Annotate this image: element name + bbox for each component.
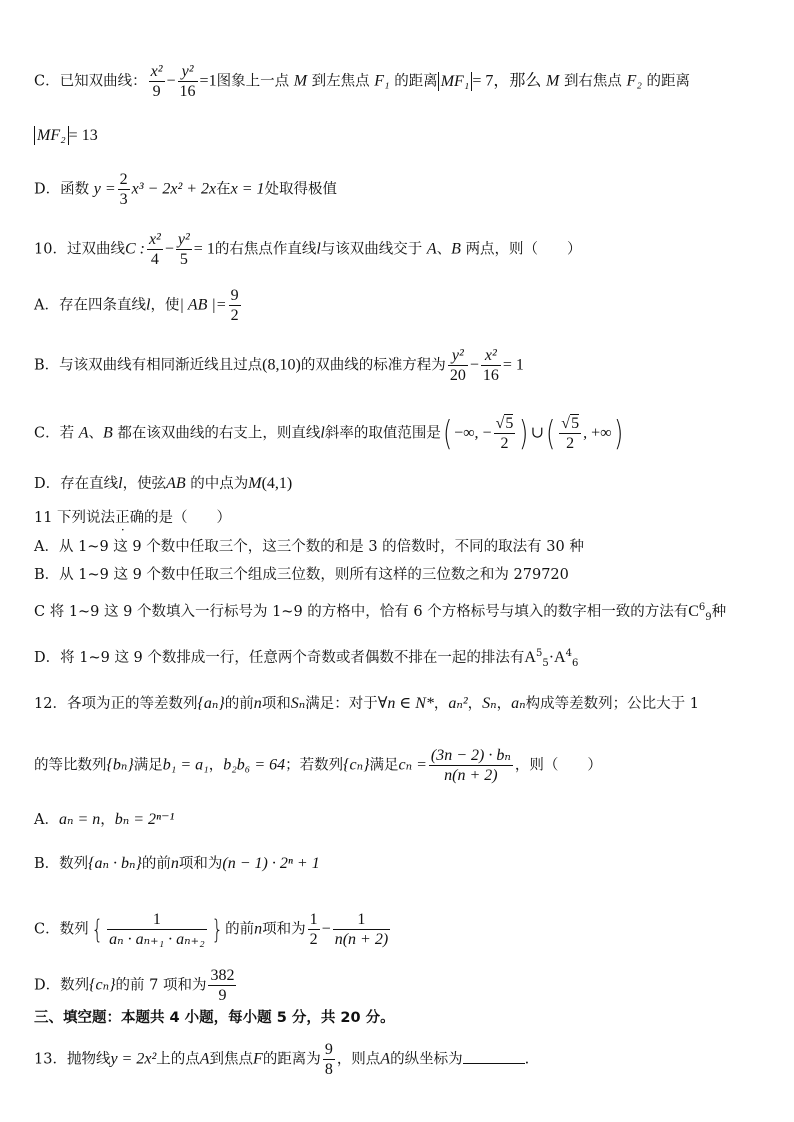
denominator: 9 <box>218 987 227 1004</box>
math: x = 1 <box>230 180 265 198</box>
text: 已知双曲线： <box>59 73 147 90</box>
text: 与该双曲线有相同渐近线且过点 <box>59 357 263 374</box>
text: 存在四条直线 <box>58 297 146 314</box>
q12-option-a <box>34 810 768 830</box>
math: {cₙ} <box>89 976 116 994</box>
option-label: C． <box>34 921 60 938</box>
fraction <box>333 910 390 949</box>
text: 13．抛物线 <box>34 1051 111 1068</box>
q11-option-a <box>34 537 768 557</box>
fraction <box>323 1040 335 1079</box>
left-paren: ( <box>546 413 556 454</box>
numerator: y² <box>178 62 198 82</box>
denominator: 2 <box>309 931 318 948</box>
equals: =1 <box>199 72 217 90</box>
numerator: x² <box>148 231 161 248</box>
denominator: 4 <box>150 251 159 268</box>
math: l <box>118 475 123 492</box>
right-paren: ) <box>613 413 623 454</box>
fraction <box>178 62 198 101</box>
math: aₙ <box>511 695 526 712</box>
equals: = 1 <box>502 356 524 374</box>
sqrt-value: 5 <box>505 415 514 432</box>
equals: = 1 <box>193 240 215 258</box>
denominator: 3 <box>119 191 128 208</box>
fraction <box>176 230 192 269</box>
emphasis-text: 正 <box>115 510 130 526</box>
sqrt-value: 5 <box>571 415 580 432</box>
option-text: A．从 1~9 这 9 个数中任取三个，这三个数的和是 3 的倍数时，不同的取法有 30 种 <box>34 539 584 555</box>
math: Sₙ <box>482 695 497 712</box>
denominator: aₙ · aₙ₊₁ · aₙ₊₂ <box>109 931 205 948</box>
text: ， <box>467 696 483 712</box>
option-label: A． <box>34 812 59 828</box>
text: 存在直线 <box>60 476 119 492</box>
text: ， <box>433 696 449 712</box>
math: (4,1) <box>261 475 293 492</box>
subscript: 5 <box>542 657 549 669</box>
numerator: 9 <box>324 1041 333 1058</box>
fraction <box>448 346 468 385</box>
superscript: 5 <box>535 648 543 660</box>
text: . <box>524 1051 530 1068</box>
text: 的纵坐标为 <box>390 1051 463 1068</box>
math: y = 2x² <box>110 1050 157 1068</box>
fraction <box>107 910 206 949</box>
denominator: 9 <box>152 83 161 100</box>
option-label: B． <box>34 856 60 872</box>
fraction <box>208 966 236 1005</box>
math: l <box>316 240 321 258</box>
q11-option-c <box>34 602 768 622</box>
text: ， <box>496 696 512 712</box>
subscript: 6 <box>571 657 579 669</box>
text: 上的点 <box>156 1051 200 1068</box>
option-label: C． <box>34 73 60 90</box>
fraction <box>147 230 163 269</box>
minus: − <box>166 72 176 90</box>
q12-option-d <box>34 966 768 1005</box>
fraction <box>429 746 513 785</box>
abs-value: MF₁ <box>438 72 473 91</box>
text: 满足 <box>133 757 163 774</box>
math: A <box>426 240 437 258</box>
math: F₂ <box>626 72 642 90</box>
math: M <box>293 72 308 90</box>
left-brace: { <box>91 914 103 945</box>
text: 的距离为 <box>262 1051 321 1068</box>
math: M <box>248 475 262 492</box>
text: 数列 <box>59 856 89 872</box>
text: 到右焦点 <box>563 73 622 90</box>
numerator: 1 <box>309 911 318 928</box>
text: 图象上一点 <box>216 73 290 90</box>
math: (8,10) <box>262 356 301 374</box>
numerator: x² <box>481 346 501 366</box>
text: 的距离 <box>394 73 438 90</box>
text: = 7，那么 <box>472 72 542 90</box>
fraction <box>308 910 320 949</box>
numerator: 1 <box>333 910 390 930</box>
text: 的前 <box>224 696 254 712</box>
superscript: 6 <box>698 602 706 614</box>
math: y = <box>93 180 116 198</box>
abs-value: MF₂ <box>34 126 69 145</box>
denominator: 2 <box>566 435 575 452</box>
text: 确的是（ ） <box>129 510 232 526</box>
math: B <box>103 424 113 442</box>
text: 的距离 <box>646 73 690 90</box>
text: 的前 <box>225 921 255 938</box>
text: 、 <box>88 425 103 442</box>
option-text: B．从 1~9 这 9 个数中任取三个组成三位数，则所有这样的三位数之和为 279720 <box>34 567 569 583</box>
math: A <box>78 424 89 442</box>
section-title <box>34 1008 768 1028</box>
option-label: D． <box>34 476 61 492</box>
fraction: $\frac{√5}{2}$ <box>561 415 580 452</box>
text: 种 <box>711 604 727 620</box>
math: A <box>554 649 566 666</box>
math: (n − 1) · 2ⁿ + 1 <box>222 855 320 872</box>
minus: − <box>469 356 479 374</box>
text: 数列 <box>59 921 89 938</box>
option-text: C 将 1~9 这 9 个数填入一行标号为 1~9 的方格中，恰有 6 个方格标号与填入的数字相一致的方法有 <box>34 604 689 620</box>
q11-option-b <box>34 565 768 585</box>
math: A <box>199 1050 210 1068</box>
q10-stem <box>34 230 768 269</box>
text: ， <box>208 757 224 774</box>
text: 满足：对于 <box>305 696 378 712</box>
fraction <box>118 170 130 209</box>
math: | AB |= <box>179 296 227 314</box>
numerator: 9 <box>230 287 239 304</box>
q12-stem-cont <box>34 746 768 785</box>
math: ∀n ∈ N* <box>377 695 434 712</box>
math: n <box>254 920 263 938</box>
text: ，则（ ） <box>514 757 602 774</box>
text: ；若数列 <box>285 757 344 774</box>
math: C : <box>124 240 145 258</box>
option-text: D．将 1~9 这 9 个数排成一行，任意两个奇数或者偶数不排在一起的排法有 <box>34 650 525 666</box>
math: b₁ = a₁ <box>162 756 209 774</box>
text: 函数 <box>60 181 90 198</box>
text: ， <box>100 812 115 828</box>
denominator: 20 <box>449 367 466 384</box>
subscript: 9 <box>705 611 712 623</box>
text: 项和为 <box>262 921 306 938</box>
text: 若 <box>59 425 75 442</box>
math: {aₙ} <box>197 695 225 712</box>
right-brace: } <box>211 914 223 945</box>
text: 的双曲线的标准方程为 <box>300 357 446 374</box>
q12-stem <box>34 694 768 714</box>
text: 、 <box>436 241 452 258</box>
option-label: D． <box>34 181 61 198</box>
fraction <box>149 62 165 101</box>
math: Sₙ <box>290 695 306 712</box>
q9-option-d <box>34 170 768 209</box>
text: 的右焦点作直线 <box>214 241 317 258</box>
text: 与该双曲线交于 <box>320 241 423 258</box>
math: B <box>451 240 461 258</box>
right-paren: ) <box>519 413 529 454</box>
q10-option-c <box>34 414 768 453</box>
text: 处取得极值 <box>264 181 338 198</box>
text: 构成等差数列；公比大于 1 <box>525 696 699 712</box>
math: M <box>546 72 560 90</box>
minus: − <box>321 920 331 938</box>
text: ，使弦 <box>122 476 167 492</box>
numerator: x² <box>150 63 163 80</box>
text: 12．各项为正的等差数列 <box>34 696 198 712</box>
text: = 13 <box>68 127 98 144</box>
math: l <box>145 296 151 314</box>
math: C <box>688 603 699 620</box>
fraction <box>229 286 241 325</box>
text: 11 下列说法 <box>34 510 116 526</box>
text: 10．过双曲线 <box>34 241 125 258</box>
denominator: 16 <box>179 83 196 100</box>
denominator: 2 <box>500 435 509 452</box>
q10-option-a <box>34 286 768 325</box>
math: F₁ <box>374 72 390 90</box>
math: , +∞ <box>583 424 612 442</box>
superscript: 4 <box>565 648 572 660</box>
left-paren: ( <box>442 413 453 454</box>
math: {bₙ} <box>106 756 134 774</box>
q11-stem <box>34 508 768 528</box>
math: n <box>170 855 179 872</box>
text: 满足 <box>369 757 399 774</box>
denominator: n(n + 2) <box>444 767 498 784</box>
answer-blank[interactable] <box>463 1049 525 1064</box>
math: cₙ = <box>398 756 427 774</box>
text: 项和 <box>261 696 291 712</box>
math: A <box>380 1050 391 1068</box>
math: b₂b₆ = 64 <box>223 756 286 774</box>
denominator: n(n + 2) <box>334 931 389 948</box>
section-heading: 三、填空题：本题共 4 小题，每小题 5 分，共 20 分。 <box>34 1010 395 1026</box>
option-label: B． <box>34 357 60 374</box>
math: n <box>253 695 262 712</box>
q13-stem <box>34 1040 768 1079</box>
math: · <box>548 649 555 666</box>
option-label: D． <box>34 977 61 994</box>
math: l <box>320 424 325 442</box>
option-label: A． <box>34 297 59 314</box>
text: 到焦点 <box>209 1051 254 1068</box>
denominator: 5 <box>179 251 188 268</box>
math: F <box>253 1050 263 1068</box>
numerator: y² <box>448 346 468 366</box>
math: bₙ = 2ⁿ⁻¹ <box>114 811 175 828</box>
q10-option-b <box>34 346 768 385</box>
denominator: 2 <box>230 307 239 324</box>
denominator: 8 <box>324 1061 333 1078</box>
text: ，使 <box>150 297 180 314</box>
q9-option-c-cont <box>34 126 768 146</box>
math: aₙ = n <box>58 811 101 828</box>
text: 的等比数列 <box>34 757 107 774</box>
option-label: C． <box>34 425 60 442</box>
fraction <box>481 346 501 385</box>
numerator: y² <box>177 231 190 248</box>
math: A <box>524 649 536 666</box>
math: {cₙ} <box>343 756 370 774</box>
q11-option-d <box>34 648 768 668</box>
numerator: 1 <box>107 910 206 930</box>
numerator: 382 <box>210 967 235 984</box>
text: 项和为 <box>178 856 223 872</box>
text: 都在该双曲线的右支上，则直线 <box>117 425 321 442</box>
text: 斜率的取值范围是 <box>324 425 441 442</box>
math: AB <box>166 475 186 492</box>
text: 两点，则（ ） <box>465 241 582 258</box>
math: aₙ² <box>448 695 468 712</box>
fraction: $\frac{√5}{2}$ <box>495 415 514 452</box>
math: {aₙ · bₙ} <box>88 855 142 872</box>
numerator: (3n − 2) · bₙ <box>430 747 511 764</box>
text: 到左焦点 <box>311 73 370 90</box>
minus: − <box>164 240 174 258</box>
numerator: 2 <box>119 171 128 188</box>
text: ，则点 <box>336 1051 381 1068</box>
text: 在 <box>216 181 231 198</box>
q10-option-d <box>34 474 768 494</box>
q12-option-b <box>34 854 768 874</box>
text: 的前 <box>141 856 171 872</box>
q12-option-c <box>34 910 768 949</box>
text: 的前 7 项和为 <box>115 977 207 994</box>
text: 数列 <box>60 977 90 994</box>
q9-option-c <box>34 62 768 101</box>
math: x³ − 2x² + 2x <box>131 180 217 198</box>
union: ∪ <box>530 424 545 442</box>
math: −∞, − <box>454 424 492 442</box>
text: 的中点为 <box>190 476 249 492</box>
denominator: 16 <box>482 367 499 384</box>
